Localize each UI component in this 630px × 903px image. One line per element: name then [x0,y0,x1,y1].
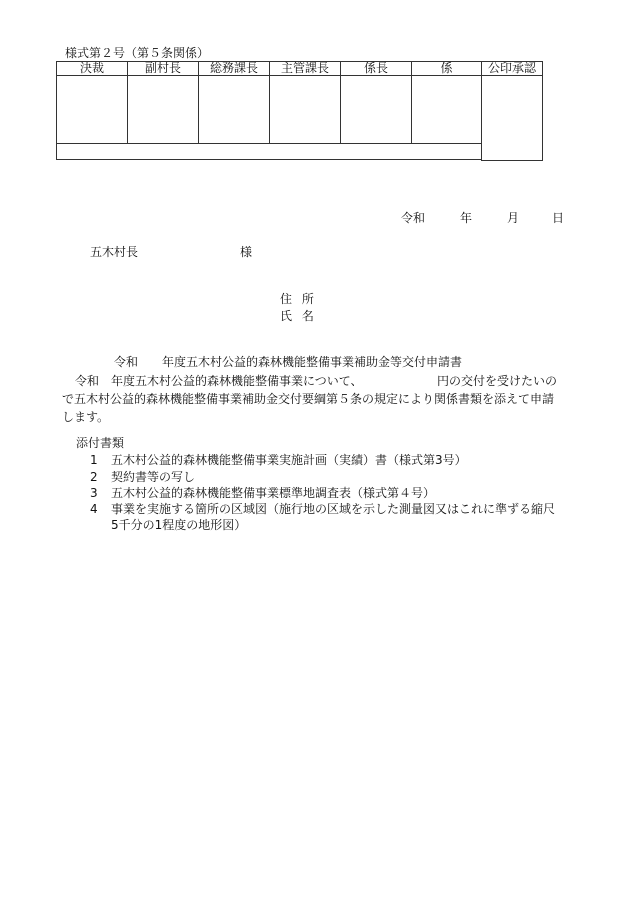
header-kessai: 決裁 [56,61,128,76]
document-title: 令和 年度五木村公益的森林機能整備事業補助金等交付申請書 [114,355,463,369]
date-year-label: 年 [460,211,473,225]
attachment-item-continuation: 5千分の1程度の地形図） [111,518,247,532]
stamp-box-somu-kacho [198,75,270,144]
header-fukusoncho: 副村長 [127,61,199,76]
header-kakari: 係 [411,61,482,76]
application-body [62,372,562,426]
form-number: 様式第２号（第５条関係） [65,46,210,60]
attachments-heading: 添付書類 [76,436,125,450]
addressee-name: 五木村長 [90,245,139,259]
attachment-number: 2 [90,470,98,484]
stamp-box-koin-shonin [481,75,543,161]
date-month-label: 月 [507,211,520,225]
attachment-item: 五木村公益的森林機能整備事業標準地調査表（様式第４号） [111,486,436,500]
approval-table [56,61,543,161]
attachment-item: 事業を実施する箇所の区域図（施行地の区域を示した測量図又はこれに準ずる縮尺 [111,502,556,516]
body-line-2: で五木村公益的森林機能整備事業補助金交付要綱第５条の規定により関係書類を添えて申請 [62,392,555,406]
date-era: 令和 [401,211,426,225]
header-shukan-kacho: 主管課長 [269,61,341,76]
stamp-box-shukan-kacho [269,75,341,144]
attachment-item: 五木村公益的森林機能整備事業実施計画（実績）書（様式第3号） [111,453,467,467]
addressee-honorific: 様 [240,245,253,259]
attachment-number: 4 [90,502,98,516]
stamp-box-fukusoncho [127,75,199,144]
name-label: 氏 名 [280,309,314,323]
body-line-3: します。 [62,410,110,424]
stamp-box-kessai [56,75,128,144]
header-koin-shonin: 公印承認 [481,61,543,76]
attachment-number: 3 [90,486,98,500]
attachment-item: 契約書等の写し [111,470,196,484]
stamp-box-kakari [411,75,482,144]
header-kakaricho: 係長 [340,61,412,76]
stamp-box-kakaricho [340,75,412,144]
remarks-row [56,143,482,160]
header-somu-kacho: 総務課長 [198,61,270,76]
attachment-number: 1 [90,453,98,467]
body-line-1a: 令和 年度五木村公益的森林機能整備事業について、 [75,374,363,388]
date-day-label: 日 [552,211,565,225]
body-line-1b: 円の交付を受けたいの [437,374,558,388]
address-label: 住 所 [280,292,314,306]
